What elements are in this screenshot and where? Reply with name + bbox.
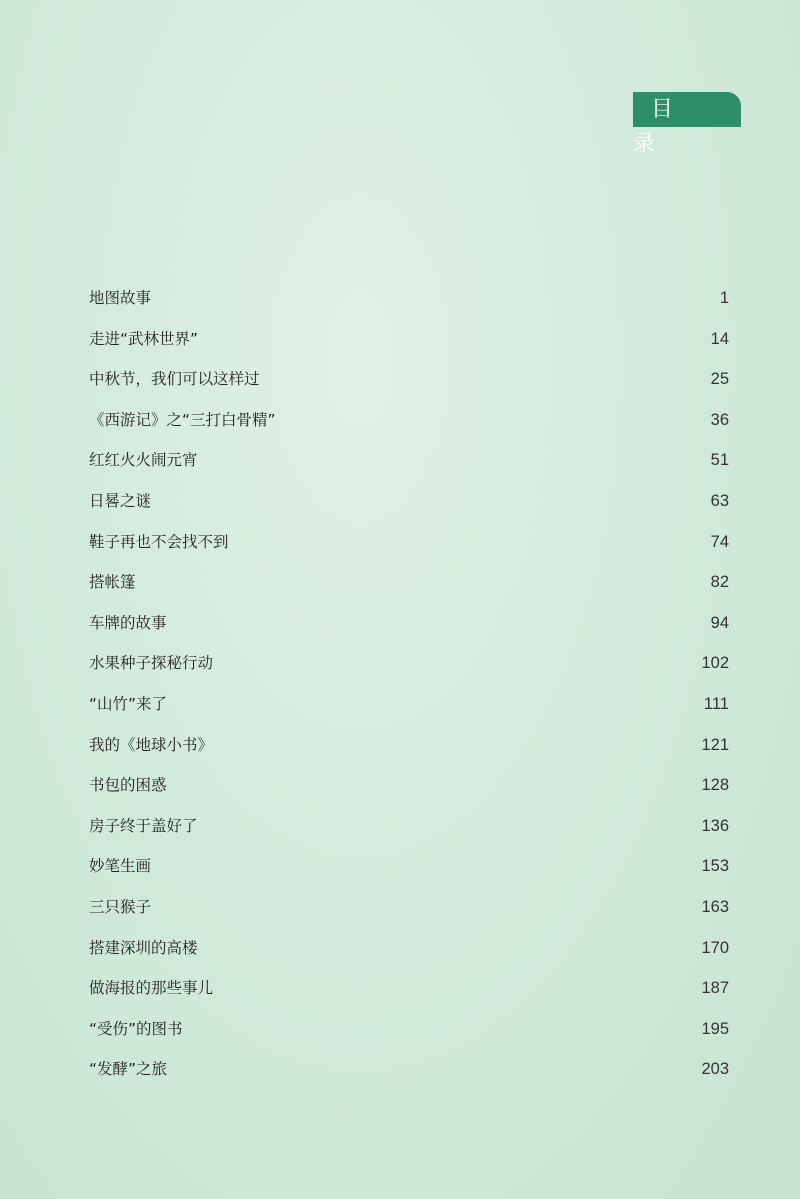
toc-entry[interactable] [89,643,729,684]
toc-entry-page: 14 [710,329,729,348]
toc-entry-title: 做海报的那些事儿 [89,979,214,998]
toc-entry-title: 《西游记》之“三打白骨精” [89,410,276,429]
toc-entry[interactable] [89,440,729,481]
toc-entry-page: 203 [701,1060,729,1079]
toc-entry-title: 车牌的故事 [89,613,167,632]
toc-entry[interactable] [89,725,729,766]
toc-entry-page: 163 [701,897,729,916]
toc-entry-page: 102 [701,654,729,673]
toc-entry[interactable] [89,968,729,1009]
toc-entry-page: 111 [703,694,729,713]
toc-entry[interactable] [89,278,729,319]
toc-entry-title: 走进“武林世界” [89,329,199,348]
toc-entry-page: 187 [701,979,729,998]
toc-entry[interactable] [89,562,729,603]
toc-entry-page: 195 [701,1019,729,1038]
toc-entry[interactable] [89,887,729,928]
toc-entry[interactable] [89,319,729,360]
toc-entry[interactable] [89,481,729,522]
toc-entry[interactable] [89,846,729,887]
toc-entry-title: 房子终于盖好了 [89,816,198,835]
toc-entry-page: 1 [719,289,729,307]
toc-entry-page: 74 [710,532,729,551]
toc-entry-page: 25 [710,370,729,389]
toc-entry-title: 搭帐篷 [89,573,136,592]
toc-entry-title: 三只猴子 [89,897,152,916]
toc-entry-title: 书包的困惑 [89,776,167,795]
toc-entry-title: 妙笔生画 [89,857,152,876]
toc-entry-page: 51 [710,451,729,470]
toc-entry[interactable] [89,400,729,441]
toc-entry[interactable] [89,928,729,969]
toc-entry-page: 128 [701,776,729,795]
toc-entry[interactable] [89,603,729,644]
toc-entry-title: 地图故事 [89,289,152,307]
toc-entry-page: 94 [710,613,729,632]
toc-entry-title: “受伤”的图书 [89,1019,183,1038]
toc-entry-page: 36 [710,410,729,429]
toc-entry-title: 中秋节，我们可以这样过 [89,370,260,389]
toc-entry-title: 红红火火闹元宵 [89,451,198,470]
toc-entry-page: 136 [701,816,729,835]
toc-entry-page: 63 [710,491,729,510]
toc-entry[interactable] [89,806,729,847]
toc-entry-title: 水果种子探秘行动 [89,654,214,673]
toc-entry-title: 日晷之谜 [89,491,152,510]
toc-entry-page: 82 [710,573,729,592]
toc-entry-title: 鞋子再也不会找不到 [89,532,229,551]
toc-entry[interactable] [89,522,729,563]
toc-entry[interactable] [89,684,729,725]
toc-entry[interactable] [89,1049,729,1090]
toc-entry[interactable] [89,765,729,806]
toc-entry-page: 153 [701,857,729,876]
toc-entry-title: “发酵”之旅 [89,1060,168,1079]
toc-heading: 目 录 [633,92,741,127]
toc-list [89,278,729,1090]
toc-entry[interactable] [89,359,729,400]
toc-entry-title: 搭建深圳的高楼 [89,938,198,957]
toc-entry-title: 我的《地球小书》 [89,735,214,754]
toc-entry-page: 170 [701,938,729,957]
toc-entry-title: “山竹”来了 [89,694,168,713]
toc-entry[interactable] [89,1009,729,1050]
toc-entry-page: 121 [701,735,729,754]
